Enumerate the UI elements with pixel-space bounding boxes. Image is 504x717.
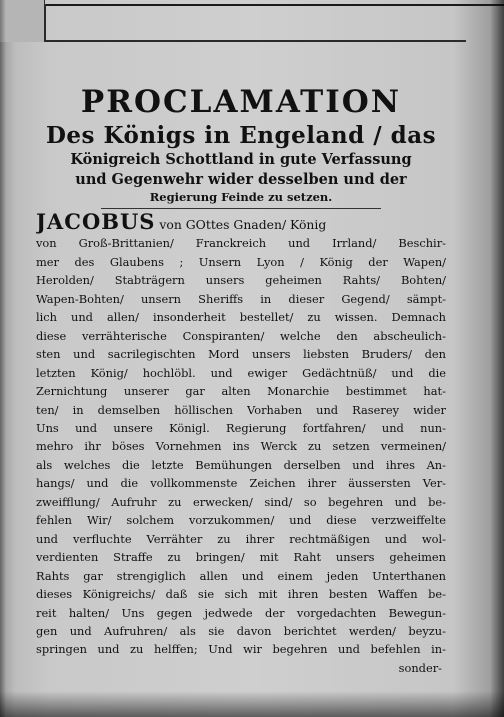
opening-word: JACOBUS xyxy=(36,213,156,234)
top-border-vertical-rule xyxy=(44,4,46,42)
top-border-inner-rule xyxy=(46,40,466,42)
subtitle-line-1: Des Königs in Engeland / das xyxy=(45,122,437,149)
body-line: ten/ in demselben höllischen Vorhaben und Raserey wider xyxy=(36,402,446,417)
document-title: PROCLAMATION xyxy=(80,84,402,120)
subtitle-line-4: Regierung Feinde zu setzen. xyxy=(149,190,333,204)
body-line: und verfluchte Verrähter zu ihrer rechtmäßigen und wol- xyxy=(36,531,446,546)
body-line: mer des Glaubens ; Unsern Lyon / König der Wapen/ xyxy=(36,254,446,269)
body-line: Zernichtung unserer gar alten Monarchie bestimmet hat- xyxy=(36,384,446,399)
scan-shadow-right xyxy=(490,0,504,717)
opening-line-rest: von GOttes Gnaden/ König xyxy=(155,217,327,232)
opening-line xyxy=(36,213,446,234)
body-line: gen und Aufruhren/ als sie davon berichtet werden/ beyzu- xyxy=(36,623,446,638)
body-line: springen und zu helffen; Und wir begehren und befehlen in- xyxy=(36,642,446,657)
body-line: letzten König/ hochlöbl. und ewiger Gedächtnüß/ und die xyxy=(36,365,446,380)
body-line: zweifflung/ Aufruhr zu erwecken/ sind/ so begehren und be- xyxy=(36,494,446,509)
catchword: sonder- xyxy=(398,660,442,675)
body-line: verdienten Straffe zu bringen/ mit Raht unsers geheimen xyxy=(36,550,446,565)
title-divider xyxy=(101,208,381,209)
page-corner-mark xyxy=(0,0,45,42)
body-line: fehlen Wir/ solchem vorzukommen/ und diese verzweiffelte xyxy=(36,513,446,528)
body-line: Wapen-Bohten/ unsern Sheriffs in dieser Gegend/ sämpt- xyxy=(36,291,446,306)
body-line: Rahts gar strengiglich allen und einem jeden Unterthanen xyxy=(36,568,446,583)
scan-shadow-bottom xyxy=(0,691,504,717)
body-line: als welches die letzte Bemühungen derselben und ihres An- xyxy=(36,457,446,472)
subtitle-line-2: Königreich Schottland in gute Verfassung xyxy=(70,151,412,168)
scan-shadow-left xyxy=(0,0,6,717)
proclamation-text xyxy=(36,84,446,677)
body-line: sten und sacrilegischten Mord unsers liebsten Bruders/ den xyxy=(36,347,446,362)
subtitle-line-3: und Gegenwehr wider desselben und der xyxy=(75,171,407,188)
body-line: mehro ihr böses Vornehmen ins Werck zu setzen vermeinen/ xyxy=(36,439,446,454)
body-line: hangs/ und die vollkommenste Zeichen ihrer äussersten Ver- xyxy=(36,476,446,491)
body-line: Uns und unsere Königl. Regierung fortfahren/ und nun- xyxy=(36,420,446,435)
top-border-rule xyxy=(46,4,504,6)
proclamation-body xyxy=(36,213,446,677)
body-line: dieses Königreichs/ daß sie sich mit ihren besten Waffen be- xyxy=(36,587,446,602)
body-line: lich und allen/ insonderheit bestellet/ zu wissen. Demnach xyxy=(36,310,446,325)
body-line: Herolden/ Stabträgern unsers geheimen Rahts/ Bohten/ xyxy=(36,273,446,288)
body-line: reit halten/ Uns gegen jedwede der vorgedachten Bewegun- xyxy=(36,605,446,620)
body-line: diese verrähterische Conspiranten/ welche den abscheulich- xyxy=(36,328,446,343)
body-line: von Groß-Brittanien/ Franckreich und Irrland/ Beschir- xyxy=(36,236,446,251)
